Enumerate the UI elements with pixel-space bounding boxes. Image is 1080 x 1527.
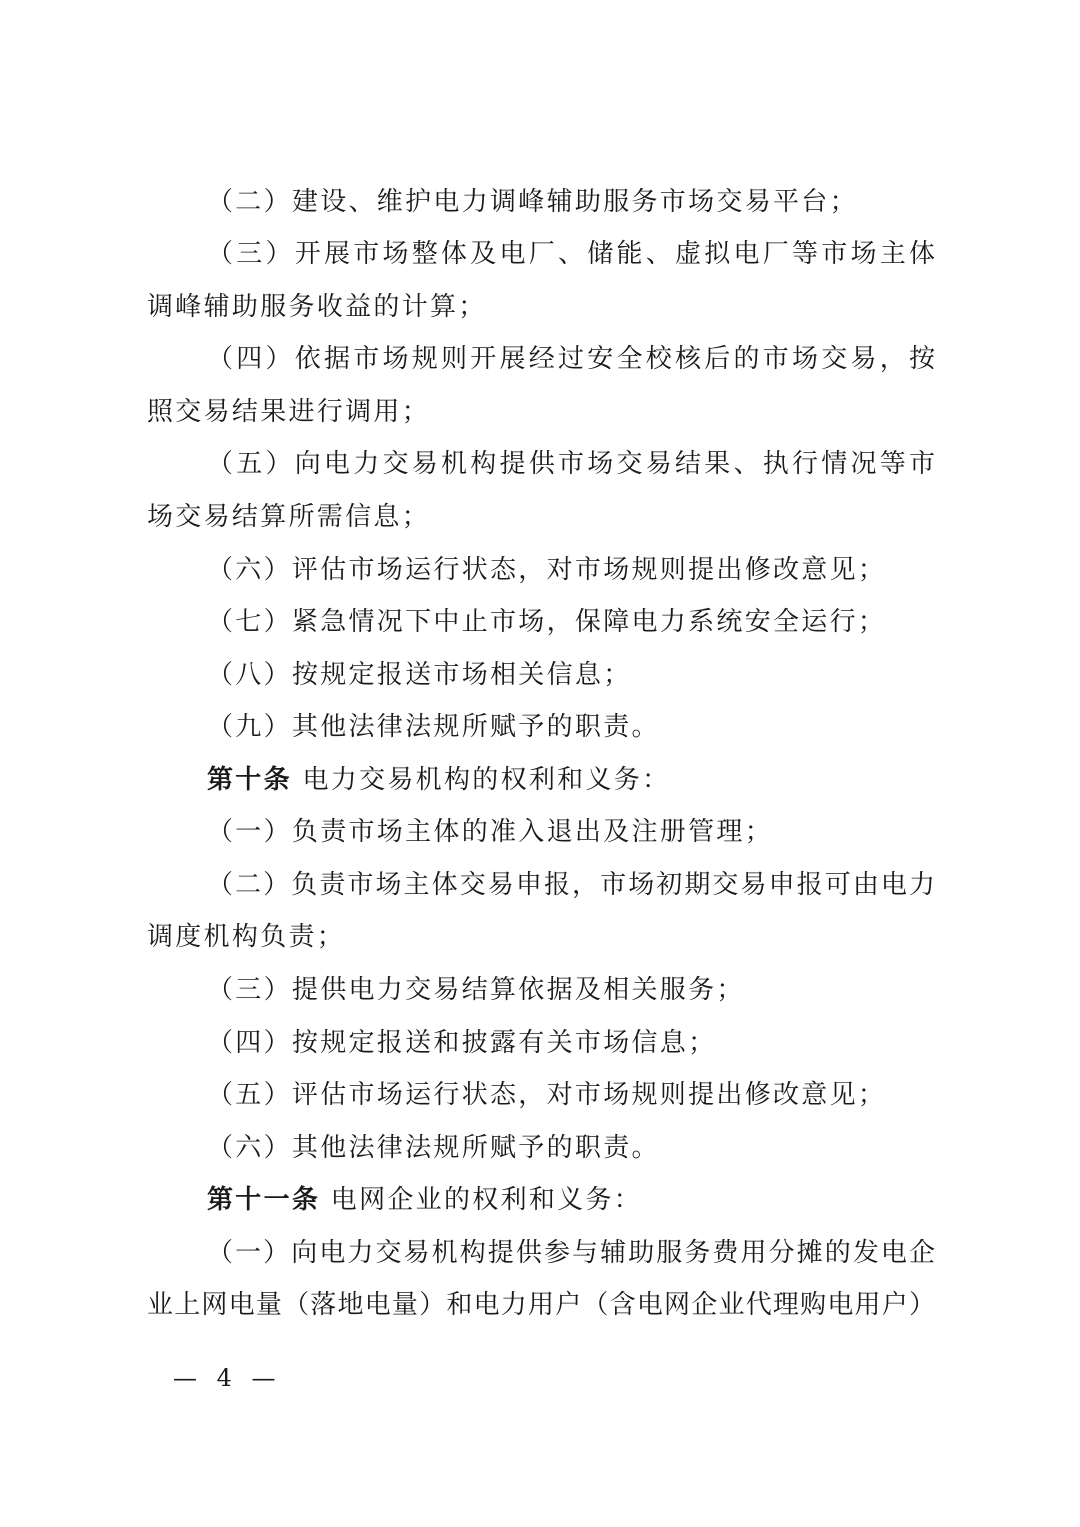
article-heading-line	[207, 1183, 935, 1217]
paragraph-line: 调峰辅助服务收益的计算；	[147, 292, 487, 322]
paragraph-line: （九）其他法律法规所赋予的职责。	[207, 712, 660, 742]
paragraph-line: （六）其他法律法规所赋予的职责。	[207, 1133, 660, 1163]
paragraph-line: 业上网电量（落地电量）和电力用户（含电网企业代理购电用户）	[147, 1290, 935, 1320]
paragraph-line: （一）负责市场主体的准入退出及注册管理；	[207, 817, 774, 847]
article-title: 电力交易机构的权利和义务：	[302, 765, 671, 795]
paragraph-line: （六）评估市场运行状态，对市场规则提出修改意见；	[207, 555, 887, 585]
article-number: 第十条	[207, 765, 292, 795]
paragraph-line: （四）依据市场规则开展经过安全校核后的市场交易，按	[207, 344, 935, 374]
paragraph-line: 照交易结果进行调用；	[147, 397, 431, 427]
paragraph-line: 场交易结算所需信息；	[147, 502, 431, 532]
paragraph-line: 调度机构负责；	[147, 922, 346, 952]
paragraph-line: （五）向电力交易机构提供市场交易结果、执行情况等市	[207, 449, 935, 479]
paragraph-line: （四）按规定报送和披露有关市场信息；	[207, 1028, 717, 1058]
page-number: — 4 —	[173, 1364, 282, 1392]
paragraph-line: （一）向电力交易机构提供参与辅助服务费用分摊的发电企	[207, 1238, 935, 1268]
article-number: 第十一条	[207, 1185, 321, 1215]
paragraph-line: （七）紧急情况下中止市场，保障电力系统安全运行；	[207, 607, 887, 637]
article-title: 电网企业的权利和义务：	[330, 1185, 643, 1215]
paragraph-line: （三）开展市场整体及电厂、储能、虚拟电厂等市场主体	[207, 239, 935, 269]
paragraph-line: （八）按规定报送市场相关信息；	[207, 660, 632, 690]
paragraph-line: （二）建设、维护电力调峰辅助服务市场交易平台；	[207, 187, 858, 217]
paragraph-line: （三）提供电力交易结算依据及相关服务；	[207, 975, 745, 1005]
paragraph-line: （二）负责市场主体交易申报，市场初期交易申报可由电力	[207, 870, 935, 900]
article-heading-line	[207, 763, 935, 797]
paragraph-line: （五）评估市场运行状态，对市场规则提出修改意见；	[207, 1080, 887, 1110]
